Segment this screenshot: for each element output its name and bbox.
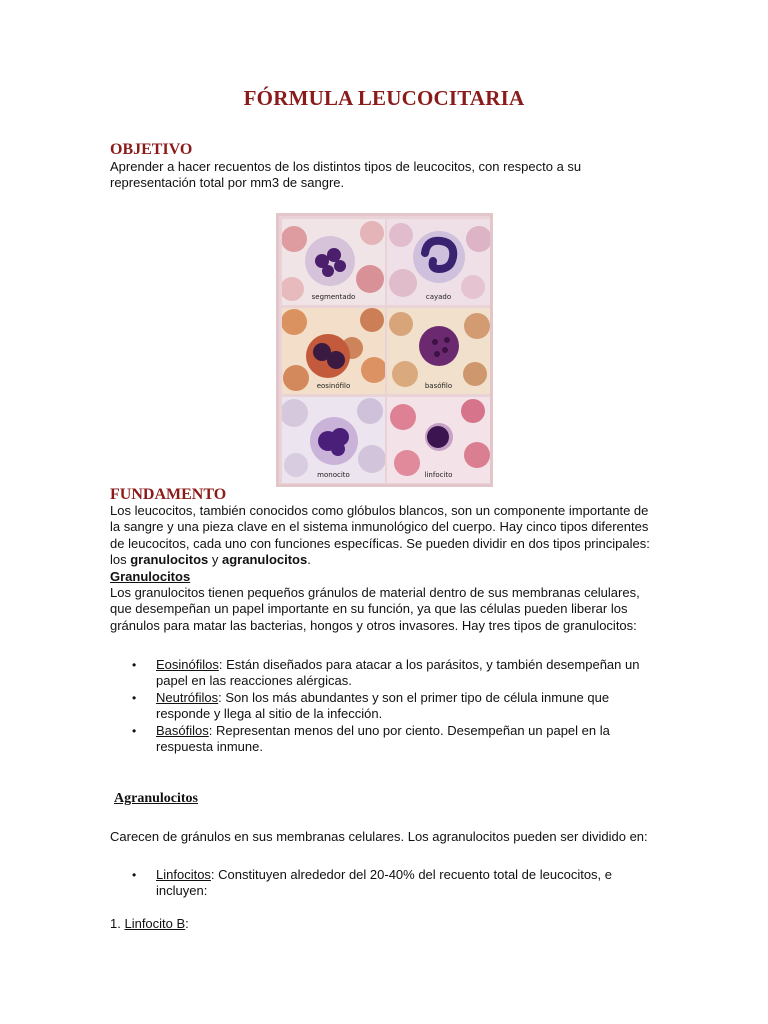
fundamento-prefix: los bbox=[110, 552, 131, 568]
fundamento-text bbox=[110, 503, 655, 634]
agranulocitos-intro: Carecen de gránulos en sus membranas celulares. Los agranulocitos pueden ser dividido en: bbox=[110, 829, 648, 844]
granulocitos-bold: granulocitos bbox=[130, 552, 209, 568]
bullet-icon: • bbox=[132, 658, 137, 672]
leukocyte-figure bbox=[276, 213, 493, 487]
panel-cayado bbox=[387, 219, 490, 305]
desc-neutrofilos-1: : Son los más abundantes y son el primer tipo de célula inmune que bbox=[218, 689, 610, 705]
panel-basofilo bbox=[387, 308, 490, 394]
label-basofilo: basófilo bbox=[424, 382, 453, 390]
list-item-linfocitos bbox=[110, 867, 650, 900]
numbered-item-linfocito-b bbox=[110, 916, 655, 932]
objetivo-text bbox=[110, 159, 655, 192]
panel-eosinofilo bbox=[282, 308, 385, 394]
panel-segmentado bbox=[282, 219, 385, 305]
granulocitos-line-1: Los granulocitos tienen pequeños gránulos de material dentro de sus membranas celulares, bbox=[110, 585, 640, 601]
objetivo-heading: OBJETIVO bbox=[110, 141, 193, 158]
bullet-icon: • bbox=[132, 690, 137, 705]
granulocitos-subheading: Granulocitos bbox=[110, 568, 191, 584]
granulocitos-line-3: gránulos para matar las bacterias, hongos y otros invasores. Hay tres tipos de granulocitos: bbox=[110, 617, 637, 633]
fundamento-line-4 bbox=[110, 552, 655, 568]
label-monocito: monocito bbox=[317, 471, 350, 479]
list-item-eosinofilos bbox=[110, 657, 650, 690]
page-title: FÓRMULA LEUCOCITARIA bbox=[243, 86, 525, 110]
objetivo-line-1: Aprender a hacer recuentos de los distintos tipos de leucocitos, con respecto a su bbox=[110, 159, 582, 174]
label-eosinofilo: eosinófilo bbox=[316, 382, 351, 390]
agranulocitos-bold: agranulocitos bbox=[221, 552, 308, 568]
numbered-prefix: 1. bbox=[110, 916, 125, 931]
desc-linfocitos-2: incluyen: bbox=[156, 883, 208, 899]
numbered-suffix: : bbox=[185, 916, 189, 931]
granulocitos-list bbox=[110, 657, 650, 755]
agranulocitos-list bbox=[110, 867, 650, 900]
desc-basofilos-1: : Representan menos del uno por ciento. Desempeñan un papel en la bbox=[208, 722, 610, 738]
label-segmentado: segmentado bbox=[311, 293, 356, 301]
desc-linfocitos-1: : Constituyen alrededor del 20-40% del recuento total de leucocitos, e bbox=[210, 867, 613, 882]
term-basofilos: Basófilos bbox=[156, 722, 209, 738]
term-linfocitos: Linfocitos bbox=[156, 867, 211, 882]
desc-eosinofilos-1: : Están diseñados para atacar a los parásitos, y también desempeñan un bbox=[218, 657, 640, 672]
term-linfocito-b: Linfocito B bbox=[124, 916, 186, 931]
desc-eosinofilos-2: papel en las reacciones alérgicas. bbox=[156, 673, 352, 689]
list-item-neutrofilos bbox=[110, 690, 650, 723]
granulocitos-line-2: que desempeñan un papel importante en su función, ya que las células pueden liberar los bbox=[110, 601, 628, 617]
label-cayado: cayado bbox=[425, 293, 452, 301]
panel-linfocito bbox=[387, 397, 490, 483]
agranulocitos-subheading: Agranulocitos bbox=[114, 791, 198, 806]
bullet-icon: • bbox=[132, 868, 137, 882]
term-eosinofilos: Eosinófilos bbox=[156, 657, 219, 672]
label-linfocito: linfocito bbox=[424, 471, 453, 479]
desc-basofilos-2: respuesta inmune. bbox=[156, 739, 263, 755]
fundamento-line-3: de leucocitos, cada uno con funciones específicas. Se pueden dividir en dos tipos principales: bbox=[110, 535, 650, 551]
objetivo-line-2: representación total por mm3 de sangre. bbox=[110, 175, 345, 191]
list-item-basofilos bbox=[110, 723, 650, 756]
panel-monocito bbox=[282, 397, 385, 483]
fundamento-period: . bbox=[307, 552, 311, 568]
term-neutrofilos: Neutrófilos bbox=[156, 689, 219, 705]
bullet-icon: • bbox=[132, 723, 137, 738]
fundamento-line-2: la sangre y una pieza clave en el sistema inmunológico del cuerpo. Hay cinco tipos diferentes bbox=[110, 519, 649, 535]
desc-neutrofilos-2: responde y llega al sitio de la infección. bbox=[156, 706, 383, 722]
fundamento-heading: FUNDAMENTO bbox=[110, 486, 227, 503]
y-text: y bbox=[208, 552, 222, 568]
fundamento-line-1: Los leucocitos, también conocidos como glóbulos blancos, son un componente importante de bbox=[110, 503, 649, 518]
